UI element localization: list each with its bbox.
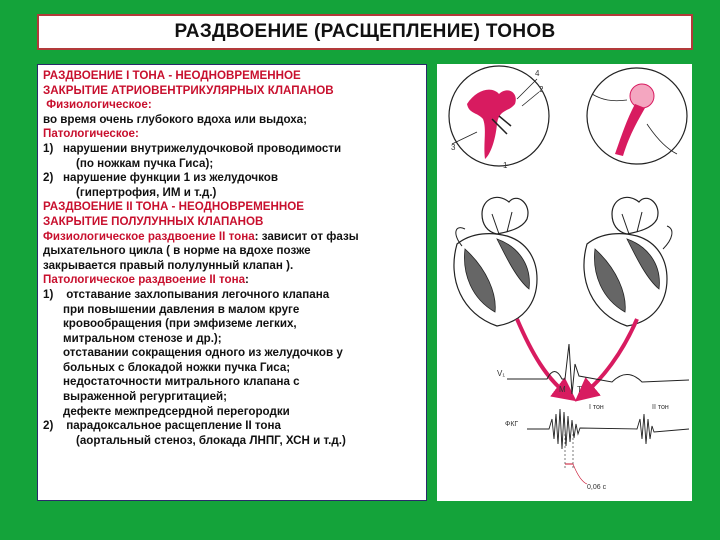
s2-physio-line3: закрывается правый полулунный клапан ). xyxy=(43,258,294,272)
slide-title: РАЗДВОЕНИЕ (РАСЩЕПЛЕНИЕ) ТОНОВ xyxy=(174,21,556,42)
pcg-trace xyxy=(505,409,689,491)
s2-heading-line1: РАЗДВОЕНИЕ II ТОНА - НЕОДНОВРЕМЕННОЕ xyxy=(43,200,304,214)
s2-bullet-2-text-cont: больных с блокадой ножки пучка Гиса; xyxy=(63,360,291,374)
s1-physio-text: во время очень глубокого вдоха или выдоха; xyxy=(43,112,307,126)
s2-item-1-number: 1) xyxy=(43,287,54,301)
diamond-bullet-icon xyxy=(43,346,63,361)
s2-physio-label: Физиологическое раздвоение II тона xyxy=(43,229,255,243)
t-label: Т xyxy=(577,385,582,394)
s2-item-2-text: парадоксальное расщепление II тона xyxy=(63,419,281,433)
s2-bullet-3-text: недостаточности митрального клапана с xyxy=(63,375,300,389)
s2-bullet-1-text-cont2: митральном стенозе и др.); xyxy=(63,331,222,345)
ecg-label: V₁ xyxy=(497,369,506,378)
s1-item-1-number: 1) xyxy=(43,141,54,155)
diamond-bullet-icon xyxy=(43,405,63,420)
s2-item-2 xyxy=(43,419,421,434)
s2-item-1-text: отставание захлопывания легочного клапана xyxy=(63,287,330,301)
label-3: 3 xyxy=(451,143,456,152)
label-1: 1 xyxy=(503,161,508,170)
s2-bullet-1-text-cont1: кровообращения (при эмфиземе легких, xyxy=(63,317,297,331)
pcg-label: ФКГ xyxy=(505,421,519,428)
s2-heading-line2: ЗАКРЫТИЕ ПОЛУЛУННЫХ КЛАПАНОВ xyxy=(43,214,264,228)
heart-diagram-svg xyxy=(437,64,692,501)
diamond-bullet-icon xyxy=(43,375,63,390)
tone2-label: II тон xyxy=(652,404,669,411)
text-panel xyxy=(37,64,427,501)
heart-right-illustration xyxy=(584,197,672,326)
s2-physio-text: : зависит от фазы xyxy=(254,229,359,243)
s1-heading-line2: ЗАКРЫТИЕ АТРИОВЕНТРИКУЛЯРНЫХ КЛАПАНОВ xyxy=(43,83,334,97)
s2-bullet-1-text: при повышении давления в малом круге xyxy=(63,302,300,316)
diamond-bullet-icon xyxy=(43,303,63,318)
s1-item-2 xyxy=(43,171,421,186)
av-valve-right-diagram xyxy=(587,68,687,164)
label-4: 4 xyxy=(535,69,540,78)
s1-physio-label: Физиологическое: xyxy=(43,98,152,112)
s2-bullet-2 xyxy=(43,346,421,361)
s2-bullet-4-text: дефекте межпредсердной перегородки xyxy=(63,404,290,418)
s2-patho-colon: : xyxy=(245,273,249,287)
s1-item-2-number: 2) xyxy=(43,171,54,185)
s2-bullet-3 xyxy=(43,375,421,390)
s1-item-1-text: нарушении внутрижелудочковой проводимости xyxy=(63,141,342,155)
s2-item-2-text-cont: (аортальный стеноз, блокада ЛНПГ, ХСН и т.д.) xyxy=(76,433,346,447)
tone1-label: I тон xyxy=(589,404,604,411)
time-label: 0,06 с xyxy=(587,484,607,491)
s2-patho-line xyxy=(43,273,421,288)
slide-title-box xyxy=(37,14,693,50)
s1-item-1 xyxy=(43,142,421,157)
s2-physio-line1 xyxy=(43,230,421,245)
m-label: М xyxy=(559,385,566,394)
s2-item-2-number: 2) xyxy=(43,419,54,433)
heart-sounds-figure xyxy=(437,64,692,501)
s2-item-1 xyxy=(43,288,421,303)
heart-left-illustration xyxy=(454,197,537,326)
s2-bullet-2-text: отставании сокращения одного из желудочков у xyxy=(63,346,343,360)
arrow-to-t xyxy=(584,319,637,394)
s1-item-2-text: нарушение функции 1 из желудочков xyxy=(63,171,278,185)
s1-patho-label: Патологическое: xyxy=(43,127,139,141)
s2-bullet-3-text-cont: выраженной регургитацией; xyxy=(63,390,228,404)
s2-bullet-4 xyxy=(43,405,421,420)
arrow-to-m xyxy=(517,319,567,394)
s2-physio-line2: дыхательного цикла ( в норме на вдохе позже xyxy=(43,244,311,258)
s1-item-2-text-cont: (гипертрофия, ИМ и т.д.) xyxy=(76,185,217,199)
s2-bullet-1 xyxy=(43,303,421,318)
s1-item-1-text-cont: (по ножкам пучка Гиса); xyxy=(76,156,214,170)
s1-heading-line1: РАЗДВОЕНИЕ I ТОНА - НЕОДНОВРЕМЕННОЕ xyxy=(43,69,301,82)
label-2: 2 xyxy=(539,85,544,94)
s2-patho-label: Патологическое раздвоение II тона xyxy=(43,273,246,287)
av-valve-left-diagram xyxy=(449,66,549,170)
